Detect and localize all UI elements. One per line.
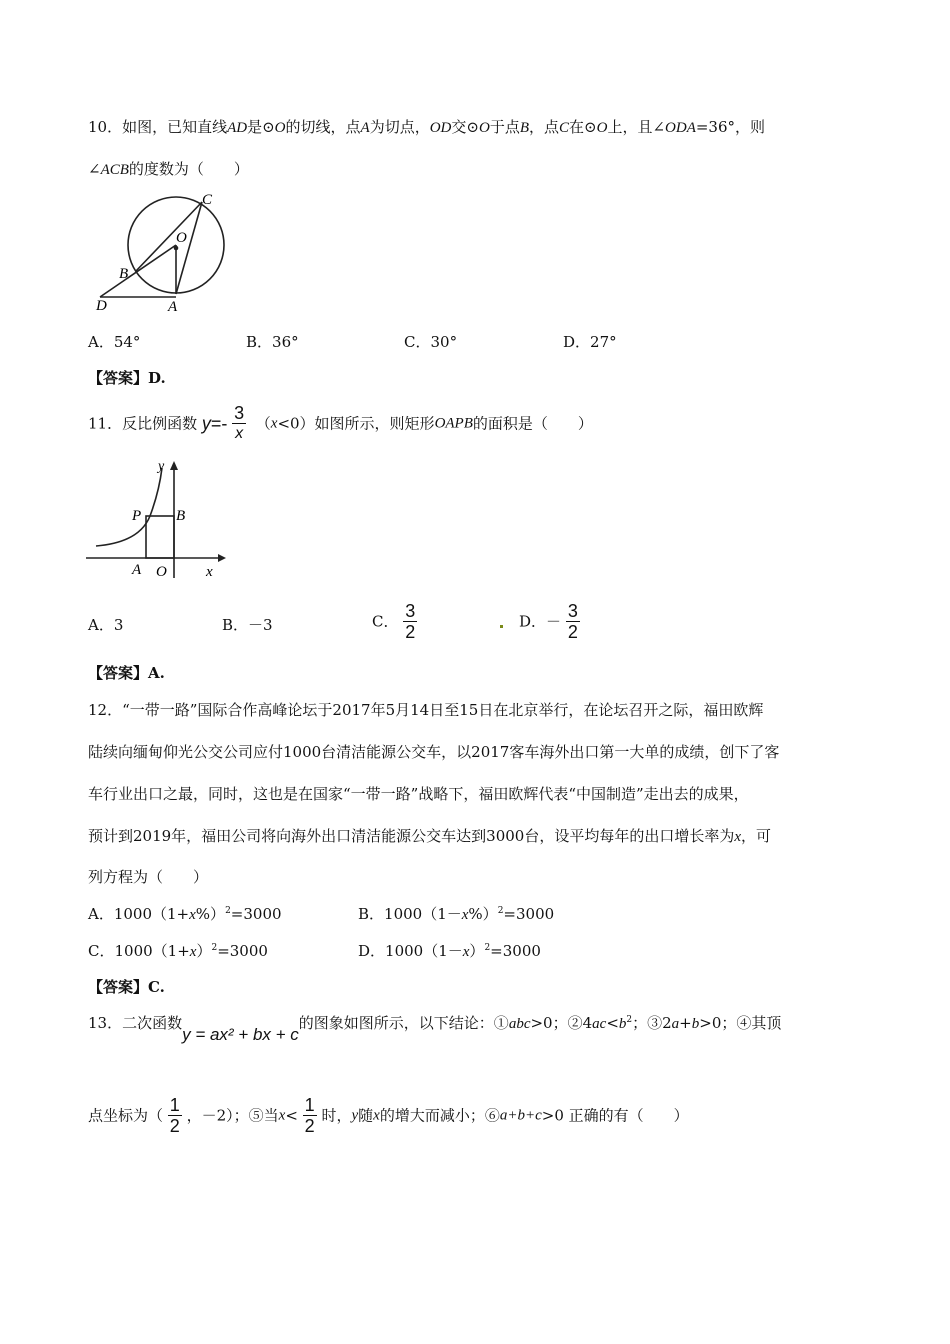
q10-option-c: C．30° <box>404 333 458 351</box>
label-a: A <box>132 562 142 578</box>
q10-answer: 【答案】D. <box>88 369 166 387</box>
label-x: x <box>206 564 213 580</box>
label-o: O <box>156 564 167 580</box>
q11-option-d: D．－ $\frac{3}{2}$ <box>519 601 578 642</box>
q10-circle-figure <box>92 190 262 315</box>
label-b: B <box>176 508 186 524</box>
q10-option-a: A．54° <box>88 333 141 351</box>
q12-stem-line4: 预计到2019年，福田公司将向海外出口清洁能源公交车达到3000台，设平均每年的出口增长率为x，可 <box>88 827 772 845</box>
label-p: P <box>132 508 142 524</box>
q11-answer: 【答案】A. <box>88 664 165 682</box>
q10-option-d: D．27° <box>563 333 617 351</box>
q10-stem-line1: 10．如图，已知直线AD是⊙O的切线，点A为切点，OD交⊙O于点B，点C在⊙O上，且∠ODA=36°，则 <box>88 118 766 136</box>
q11-hyperbola-figure <box>86 460 226 582</box>
label-o: O <box>176 230 187 246</box>
q12-stem-line2: 陆续向缅甸仰光公交公司应付1000台清洁能源公交车，以2017客车海外出口第一大单的成绩，创下了客 <box>88 743 780 761</box>
label-d: D <box>96 298 107 314</box>
q13-stem-line2: 点坐标为（ $\frac{1}{2}$ ，－2）；⑤当x< $\frac{1}{2}$ 时，y随x的增大而减小；⑥a+b+c>0 正确的有（ ） <box>88 1095 689 1136</box>
label-b: B <box>119 266 129 282</box>
rectangle-oapb <box>146 516 174 558</box>
q12-option-d: D．$1000(1-x)^2=3000$ <box>358 942 541 960</box>
center-dot <box>174 246 179 251</box>
q12-stem-line3: 车行业出口之最，同时，这也是在国家“一带一路”战略下，福田欧辉代表“中国制造”走出去的成果， <box>88 785 749 803</box>
x-axis-arrow <box>218 554 226 562</box>
q12-stem-line5: 列方程为（ ） <box>88 868 209 886</box>
q11-option-c: C． $\frac{3}{2}$ <box>372 601 416 642</box>
q11-fraction: $\frac{3}{x}$ <box>234 403 245 442</box>
label-c: C <box>202 192 213 208</box>
y-axis-arrow <box>170 461 178 470</box>
q12-option-a: A．$1000(1+x\%)^2=3000$ <box>88 905 282 923</box>
hyperbola-curve <box>96 468 162 546</box>
stray-dot <box>500 625 503 628</box>
q13-stem-line1: 13．二次函数y = ax² + bx + c的图象如图所示，以下结论：①abc>0；$②4ac<b^2$；③2a+b>0；④其顶 <box>88 1014 782 1044</box>
q11-stem: 11．反比例函数 y=- $\frac{3}{x}$ （x<0）如图所示，则矩形OAPB的面积是（ ） <box>88 403 593 442</box>
q12-stem-line1: 12．“一带一路”国际合作高峰论坛于2017年5月14日至15日在北京举行，在论坛召开之际，福田欧辉 <box>88 701 764 719</box>
label-y: y <box>158 460 165 474</box>
q10-stem-line2: ∠ACB的度数为（ ） <box>88 160 249 178</box>
q12-option-c: C．$1000(1+x)^2=3000$ <box>88 942 268 960</box>
line-od <box>100 245 176 297</box>
q12-option-b: B．$1000(1-x\%)^2=3000$ <box>358 905 555 923</box>
label-a: A <box>168 299 178 315</box>
q13-formula: y = ax² + bx + c <box>182 1025 299 1044</box>
q11-option-a: A．3 <box>88 616 124 634</box>
q10-option-b: B．36° <box>246 333 299 351</box>
q12-answer: 【答案】C. <box>88 978 165 996</box>
q11-option-b: B．－3 <box>222 616 273 634</box>
